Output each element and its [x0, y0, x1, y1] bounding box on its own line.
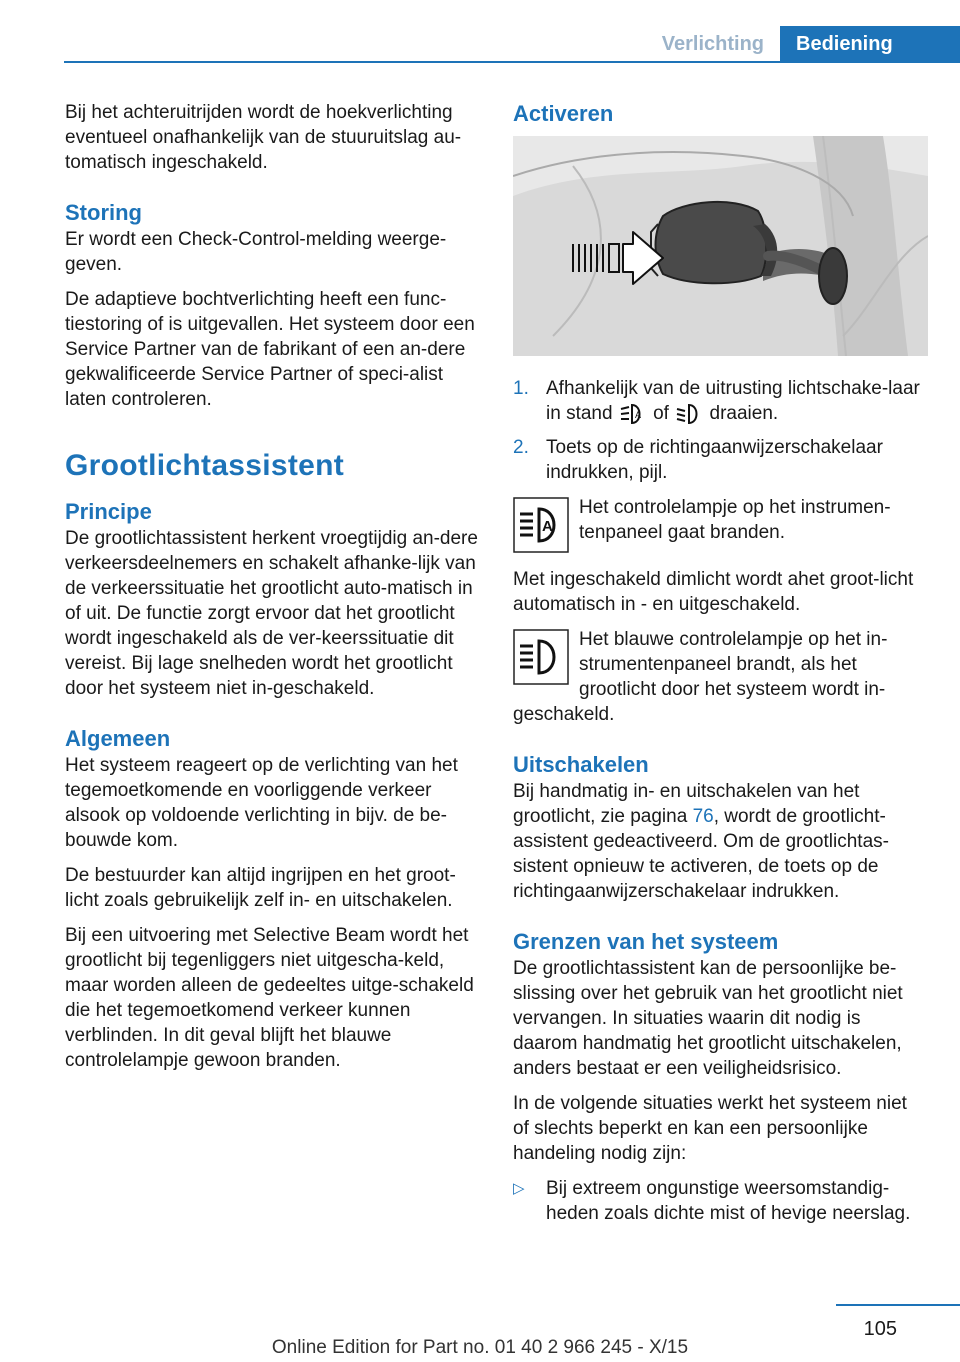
bullet-triangle-icon: ▷ — [513, 1180, 525, 1197]
turn-signal-lever-illustration — [513, 136, 928, 356]
indicator-note-1 — [513, 495, 928, 557]
step-number: 2. — [513, 437, 529, 458]
svg-text:A: A — [542, 518, 553, 535]
list-item: ▷ Bij extreem ongunstige weersomstandig-heden zoals dichte mist of hevige neerslag. — [513, 1178, 911, 1224]
principe-paragraph: De grootlichtassistent herkent vroegtijdig an-dere verkeersdeelnemers en schakelt afhanke-lijk van de verkeerssituatie het grootlicht auto-matisch in of uit. De functie zorgt ervoor dat het grootlicht wordt ingeschakeld als de ver-keerssituatie dit vereist. Bij lage snelheden wordt het grootlicht door het systeem niet in-geschakeld. — [65, 528, 478, 699]
uitschakelen-heading: Uitschakelen — [513, 752, 649, 777]
storing-paragraph-2: De adaptieve bochtverlichting heeft een func-tiestoring of is uitgevallen. Het systeem door een Service Partner van de fabrikant of een an-dere gekwalificeerde Service Partner of speci-alist laten controleren. — [65, 289, 475, 410]
tab-section: Verlichting — [661, 33, 764, 55]
footer-rule — [836, 1304, 960, 1306]
indicator-note-2 — [513, 627, 928, 727]
header-rule — [64, 61, 960, 63]
footer-edition: Online Edition for Part no. 01 40 2 966 245 - X/15 — [271, 1337, 689, 1358]
main-heading: Grootlichtassistent — [65, 449, 345, 482]
low-beam-switch-icon — [674, 401, 704, 427]
step-1: 1. Afhankelijk van de uitrusting lichtschake-laar in stand A of draaien. — [513, 376, 928, 427]
right-column — [513, 100, 928, 1226]
storing-paragraph-1: Er wordt een Check-Control-melding weerge-geven. — [65, 229, 447, 275]
tab-chapter: Bediening — [780, 26, 960, 62]
algemeen-paragraph-2: De bestuurder kan altijd ingrijpen en het groot-licht zoals gebruikelijk zelf in- en uitschakelen. — [65, 865, 456, 911]
step-number: 1. — [513, 378, 529, 399]
svg-text:A: A — [634, 410, 641, 420]
storing-heading: Storing — [65, 200, 142, 225]
left-column — [65, 100, 480, 1083]
grenzen-heading: Grenzen van het systeem — [513, 929, 779, 954]
dimlicht-paragraph: Met ingeschakeld dimlicht wordt ahet groot-licht automatisch in - en uitgeschakeld. — [513, 569, 914, 615]
activeren-heading: Activeren — [513, 101, 614, 126]
grenzen-paragraph-1: De grootlichtassistent kan de persoonlijke be-slissing over het gebruik van het grootlicht niet vervangen. In situaties waarin dit nodig is daarom handmatig het grootlicht uitschakelen, anders bestaat er een veiligheidsrisico. — [513, 958, 903, 1079]
header-tabs — [662, 26, 960, 62]
uitschakelen-paragraph: Bij handmatig in- en uitschakelen van het grootlicht, zie pagina 76, wordt de grootlicht-assistent gedeactiveerd. Om de grootlichtas-sistent opnieuw te activeren, de toets op de richtingaanwijzerschakelaar indrukken. — [513, 781, 889, 902]
high-beam-indicator-icon — [513, 629, 569, 685]
activation-steps — [513, 376, 928, 485]
auto-light-switch-icon — [618, 401, 648, 427]
step-2: 2. Toets op de richtingaanwijzerschakelaar indrukken, pijl. — [513, 437, 883, 483]
page-link-76[interactable]: 76 — [692, 806, 714, 827]
indicator-note-1-text: Het controlelampje op het instrumen-tenpaneel gaat branden. — [579, 497, 891, 543]
grenzen-paragraph-2: In de volgende situaties werkt het systeem niet of slechts beperkt en kan een persoonlijke handeling nodig zijn: — [513, 1093, 907, 1164]
algemeen-paragraph-1: Het systeem reageert op de verlichting van het tegemoetkomende en voorliggende verkeer alsook op voldoende verlichting in bijv. de be-bouwde kom. — [65, 755, 458, 851]
limitations-list — [513, 1176, 928, 1226]
intro-paragraph: Bij het achteruitrijden wordt de hoekverlichting eventueel onafhankelijk van de stuuruitslag au-tomatisch ingeschakeld. — [65, 102, 462, 173]
page-number: 105 — [863, 1318, 897, 1340]
algemeen-heading: Algemeen — [65, 726, 171, 751]
algemeen-paragraph-3: Bij een uitvoering met Selective Beam wordt het grootlicht bij tegenliggers niet uitgescha-keld, maar worden alleen de gedeeltes uitge-schakeld die het tegemoetkomend verkeer kunnen verblinden. In dit geval blijft het blauwe controlelampje gewoon branden. — [65, 925, 474, 1071]
high-beam-assistant-indicator-icon — [513, 497, 569, 553]
principe-heading: Principe — [65, 499, 152, 524]
indicator-note-2-text: Het blauwe controlelampje op het in-strumentenpaneel brandt, als het grootlicht door het systeem wordt in-geschakeld. — [513, 629, 888, 725]
